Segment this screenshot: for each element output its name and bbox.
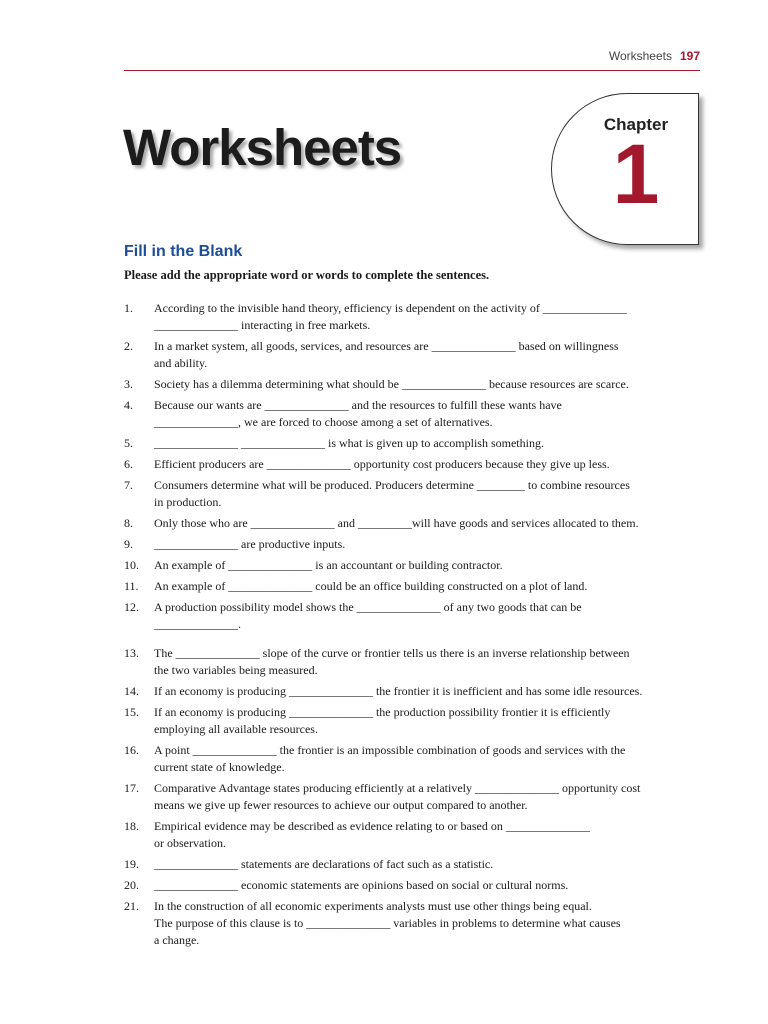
question-text: An example of ______________ is an accountant or building contractor. [154, 558, 503, 572]
question-number: 15. [124, 705, 139, 719]
question-number: 18. [124, 819, 139, 833]
chapter-label: Chapter [603, 115, 669, 134]
question-item [124, 300, 704, 334]
question-list [124, 300, 704, 953]
question-text: Only those who are ______________ and _________will have goods and services allocated to them. [154, 516, 639, 530]
question-item [124, 599, 704, 633]
question-text: Society has a dilemma determining what should be ______________ because resources are scarce. [154, 377, 629, 391]
question-text: ______________ are productive inputs. [154, 537, 346, 551]
question-text: Empirical evidence may be described as evidence relating to or based on ______________ or observation. [154, 819, 590, 850]
question-text: In a market system, all goods, services, and resources are ______________ based on willingness and ability. [154, 339, 619, 370]
question-text: A production possibility model shows the ______________ of any two goods that can be ______________. [154, 600, 582, 631]
section-heading: Fill in the Blank [124, 243, 243, 260]
running-title: Worksheets [608, 49, 672, 63]
question-number: 4. [124, 398, 133, 412]
question-number: 12. [124, 600, 139, 614]
question-item [124, 818, 704, 852]
running-head [609, 49, 700, 63]
question-number: 11. [124, 579, 139, 593]
instructions: Please add the appropriate word or words to complete the sentences. [124, 268, 490, 282]
question-text: ______________ ______________ is what is given up to accomplish something. [154, 436, 544, 450]
question-item [124, 704, 704, 738]
question-text: A point ______________ the frontier is an impossible combination of goods and services with the current state of knowledge. [154, 743, 626, 774]
question-text: ______________ statements are declarations of fact such as a statistic. [154, 857, 494, 871]
question-number: 3. [124, 377, 133, 391]
question-item [124, 456, 704, 473]
question-number: 13. [124, 646, 139, 660]
question-item [124, 397, 704, 431]
question-item [124, 645, 704, 679]
question-item [124, 376, 704, 393]
chapter-number: 1 [612, 127, 660, 221]
question-number: 21. [124, 899, 139, 913]
question-text: If an economy is producing ______________ the frontier it is inefficient and has some idle resources. [154, 684, 643, 698]
question-item [124, 578, 704, 595]
question-text: An example of ______________ could be an office building constructed on a plot of land. [154, 579, 588, 593]
question-item [124, 856, 704, 873]
question-text: In the construction of all economic experiments analysts must use other things being equal. The purpose of this clause is to ______________ variables in problems to determine what causes a change. [154, 899, 621, 947]
question-item [124, 338, 704, 372]
question-item [124, 877, 704, 894]
question-text: Comparative Advantage states producing efficiently at a relatively ______________ opportunity cost means we give up fewer resources to achieve our output compared to another. [154, 781, 641, 812]
question-number: 5. [124, 436, 133, 450]
question-text: Consumers determine what will be produced. Producers determine ________ to combine resources in production. [154, 478, 630, 509]
question-item [124, 742, 704, 776]
question-number: 2. [124, 339, 133, 353]
page-number: 197 [679, 49, 700, 63]
question-text: According to the invisible hand theory, efficiency is dependent on the activity of ______________ ______________ interacting in free markets. [154, 301, 627, 332]
question-item [124, 898, 704, 949]
header-rule [124, 70, 700, 71]
question-number: 17. [124, 781, 139, 795]
question-number: 1. [124, 301, 133, 315]
question-number: 20. [124, 878, 139, 892]
question-item [124, 536, 704, 553]
question-text: Efficient producers are ______________ opportunity cost producers because they give up less. [154, 457, 610, 471]
question-item [124, 515, 704, 532]
question-item [124, 683, 704, 700]
question-number: 14. [124, 684, 139, 698]
question-number: 16. [124, 743, 139, 757]
question-number: 8. [124, 516, 133, 530]
chapter-tab [551, 93, 699, 245]
page-title: Worksheets [123, 119, 402, 176]
question-number: 7. [124, 478, 133, 492]
question-number: 10. [124, 558, 139, 572]
question-text: If an economy is producing ______________ the production possibility frontier it is efficiently employing all available resources. [154, 705, 611, 736]
question-item [124, 477, 704, 511]
question-text: Because our wants are ______________ and the resources to fulfill these wants have ______________, we are forced to choose among a set of alternatives. [154, 398, 562, 429]
question-text: ______________ economic statements are opinions based on social or cultural norms. [154, 878, 569, 892]
question-number: 19. [124, 857, 139, 871]
question-item [124, 780, 704, 814]
question-text: The ______________ slope of the curve or frontier tells us there is an inverse relationship between the two variables being measured. [154, 646, 630, 677]
question-number: 6. [124, 457, 133, 471]
question-item [124, 557, 704, 574]
question-number: 9. [124, 537, 133, 551]
question-item [124, 435, 704, 452]
